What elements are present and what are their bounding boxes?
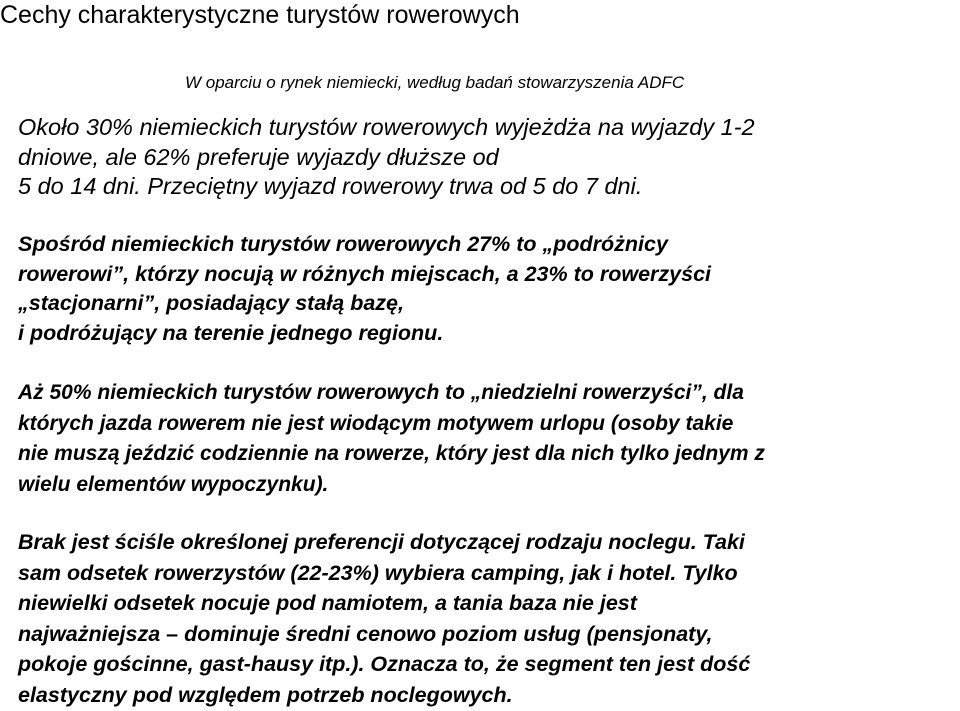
paragraph-trip-length xyxy=(18,113,755,202)
paragraph-line: wielu elementów wypoczynku). xyxy=(18,472,329,496)
paragraph-traveler-types xyxy=(18,230,711,348)
paragraph-line: 5 do 14 dni. Przeciętny wyjazd rowerowy trwa od 5 do 7 dni. xyxy=(18,173,643,199)
paragraph-line: niewielki odsetek nocuje pod namiotem, a tania baza nie jest xyxy=(18,591,637,616)
paragraph-line: pokoje gościnne, gast-hausy itp.). Oznacza to, że segment ten jest dość xyxy=(18,652,751,677)
paragraph-line: Brak jest ściśle określonej preferencji dotyczącej rodzaju noclegu. Taki xyxy=(18,530,745,554)
paragraph-accommodation xyxy=(18,527,750,711)
paragraph-line: elastyczny pod względem potrzeb noclegowych. xyxy=(18,682,513,707)
paragraph-line: i podróżujący na terenie jednego regionu. xyxy=(18,320,444,345)
paragraph-line: „stacjonarni”, posiadający stałą bazę, xyxy=(18,291,404,316)
slide-title: Cechy charakterystyczne turystów rowerowych xyxy=(0,1,520,29)
paragraph-line: dniowe, ale 62% preferuje wyjazdy dłuższe od xyxy=(18,143,499,170)
paragraph-line: Około 30% niemieckich turystów rowerowych wyjeżdża na wyjazdy 1-2 xyxy=(18,114,755,140)
paragraph-sunday-cyclists xyxy=(18,378,765,500)
paragraph-line: najważniejsza – dominuje średni cenowo poziom usług (pensjonaty, xyxy=(18,621,713,646)
paragraph-line: których jazda rowerem nie jest wiodącym motywem urlopu (osoby takie xyxy=(18,411,734,435)
paragraph-line: Aż 50% niemieckich turystów rowerowych to „niedzielni rowerzyści”, dla xyxy=(18,381,744,404)
paragraph-line: rowerowi”, którzy nocują w różnych miejscach, a 23% to rowerzyści xyxy=(18,261,712,286)
paragraph-line: nie muszą jeździć codziennie na rowerze, który jest dla nich tylko jednym z xyxy=(18,442,765,465)
paragraph-line: sam odsetek rowerzystów (22-23%) wybiera camping, jak i hotel. Tylko xyxy=(18,560,738,585)
paragraph-line: Spośród niemieckich turystów rowerowych 27% to „podróżnicy xyxy=(18,232,668,256)
slide-subtitle: W oparciu o rynek niemiecki, według badań stowarzyszenia ADFC xyxy=(185,73,685,92)
